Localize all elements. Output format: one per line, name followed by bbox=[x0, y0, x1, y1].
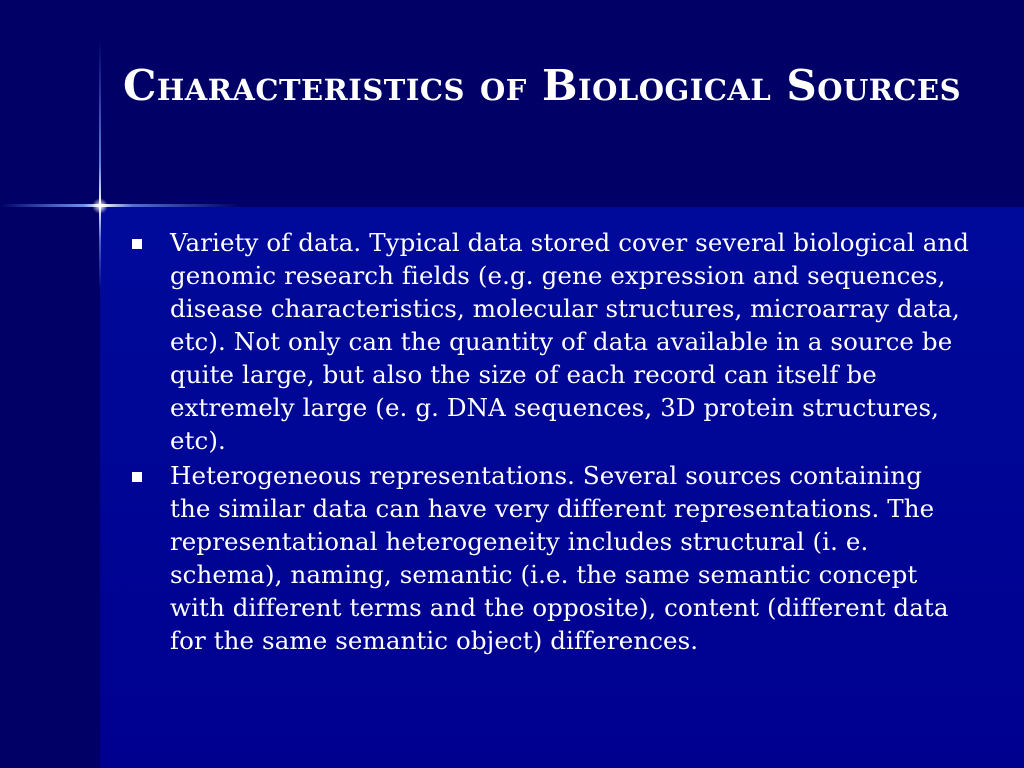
bullet-list bbox=[130, 226, 970, 659]
square-bullet-icon bbox=[132, 239, 142, 249]
bullet-text: Heterogeneous representations. Several sources containing the similar data can have very different representations. The representational heterogeneity includes structural (i. e. schema), naming, semantic (i.e. the same semantic concept with different terms and the opposite), content (different data for the same semantic object) differences. bbox=[170, 461, 949, 655]
sparkle-cross-decoration bbox=[92, 198, 108, 214]
slide-title: Characteristics of Biological Sources bbox=[122, 61, 962, 110]
bullet-item bbox=[130, 459, 970, 657]
square-bullet-icon bbox=[132, 472, 142, 482]
bullet-item bbox=[130, 226, 970, 457]
bullet-text: Variety of data. Typical data stored cover several biological and genomic research fields (e.g. gene expression and sequences, disease characteristics, molecular structures, microarray data, etc). Not only can the quantity of data available in a source be quite large, but also the size of each record can itself be extremely large (e. g. DNA sequences, 3D protein structures, etc). bbox=[170, 228, 970, 455]
horizontal-glow-line bbox=[0, 204, 240, 207]
